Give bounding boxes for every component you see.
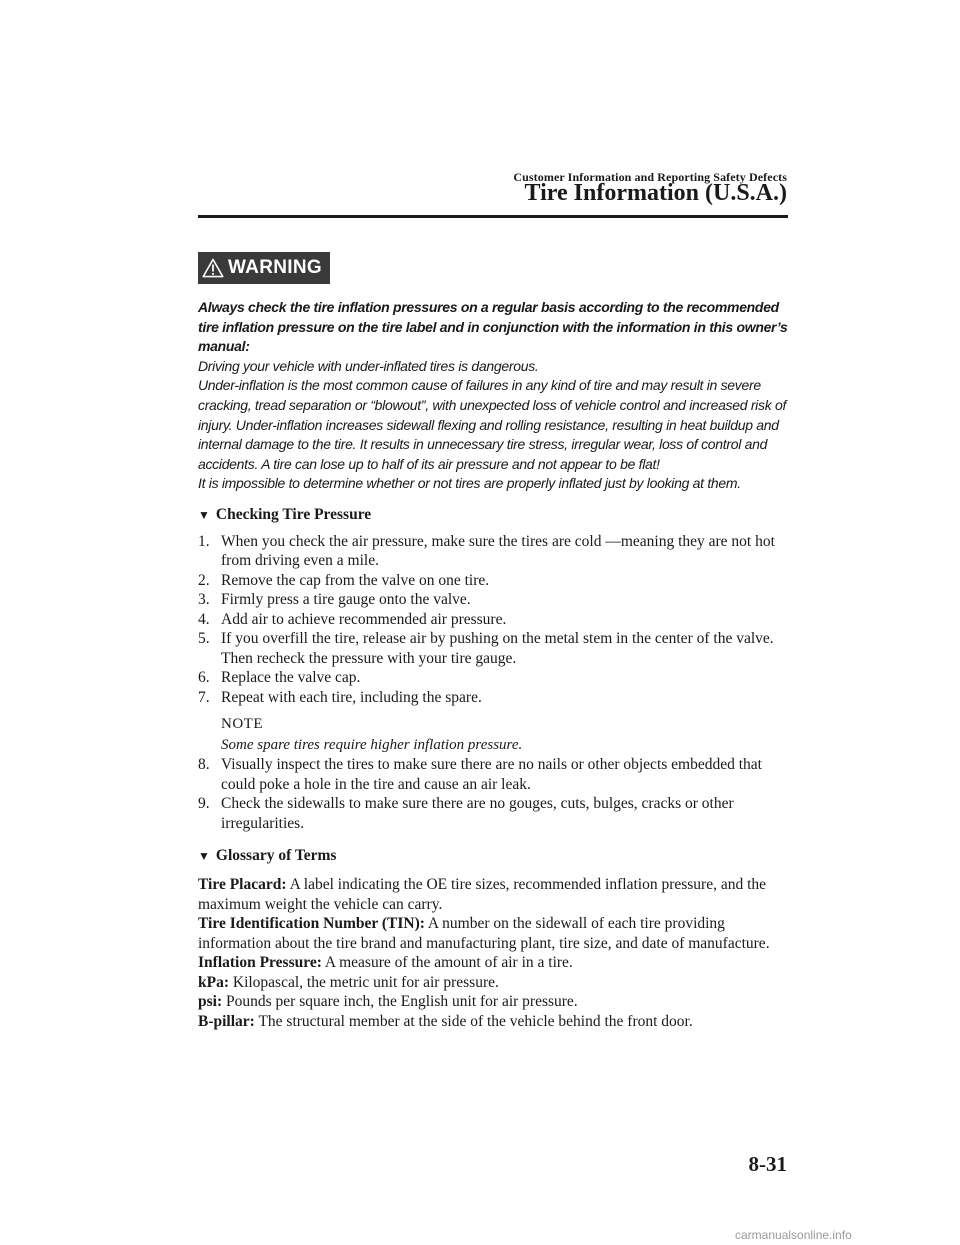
step-text: If you overfill the tire, release air by pushing on the metal stem in the center of the valve. Then recheck the pressure with your tire gauge. [221, 630, 774, 667]
note-label: NOTE [221, 716, 263, 733]
warning-badge [198, 252, 330, 284]
glossary-definition: A measure of the amount of air in a tire. [321, 954, 573, 972]
warning-paragraphs [198, 357, 788, 494]
steps-list-continued [198, 755, 788, 833]
glossary-definition: A number on the sidewall of each tire providing information about the tire brand and manufacturing plant, tire size, and date of manufacture. [198, 915, 770, 952]
page-number: 8-31 [748, 1152, 787, 1176]
glossary-definition: A label indicating the OE tire sizes, recommended inflation pressure, and the maximum weight the vehicle can carry. [198, 876, 767, 913]
section-heading-checking [198, 504, 788, 526]
glossary [198, 875, 788, 1031]
glossary-definition: Kilopascal, the metric unit for air pressure. [229, 973, 499, 991]
glossary-definition: Pounds per square inch, the English unit for air pressure. [222, 993, 578, 1011]
warning-paragraph: Under-inflation is the most common cause of failures in any kind of tire and may result in severe cracking, tread separation or “blowout”, with unexpected loss of vehicle control and increased risk of injury. Under-inflation increases sidewall flexing and rolling resistance, resulting in heat buildup and internal damage to the tire. It results in unnecessary tire stress, irregular wear, loss of control and accidents. A tire can lose up to half of its air pressure and not appear to be flat! [198, 377, 787, 472]
glossary-entry [198, 875, 788, 914]
step-text: Add air to achieve recommended air pressure. [221, 610, 507, 628]
step-number: 4. [198, 610, 210, 628]
glossary-term: B-pillar: [198, 1012, 255, 1030]
step-number: 6. [198, 669, 210, 687]
warning-body [198, 298, 788, 494]
running-header-section: Customer Information and Reporting Safety Defects [513, 170, 787, 184]
glossary-term: Inflation Pressure: [198, 954, 322, 972]
step-text: Visually inspect the tires to make sure there are no nails or other objects embedded that could poke a hole in the tire and cause an air leak. [221, 756, 762, 793]
section-heading-glossary [198, 845, 788, 867]
glossary-term: kPa: [198, 973, 229, 991]
warning-triangle-icon [202, 258, 224, 278]
warning-paragraph: It is impossible to determine whether or not tires are properly inflated just by looking at them. [198, 475, 741, 492]
glossary-entry [198, 953, 788, 973]
glossary-entry [198, 992, 788, 1012]
step-number: 8. [198, 756, 210, 774]
step-text: Check the sidewalls to make sure there are no gouges, cuts, bulges, cracks or other irregularities. [221, 795, 734, 832]
warning-label: WARNING [228, 257, 322, 278]
glossary-term: Tire Identification Number (TIN): [198, 915, 425, 933]
step-number: 9. [198, 795, 210, 813]
note-text: Some spare tires require higher inflation pressure. [221, 737, 523, 754]
glossary-term: psi: [198, 993, 223, 1011]
step-item [198, 571, 788, 591]
step-item [198, 668, 788, 688]
glossary-entry [198, 973, 788, 993]
watermark: carmanualsonline.info [735, 1228, 852, 1242]
page-content [198, 252, 788, 1031]
page-title: Tire Information (U.S.A.) [524, 180, 787, 206]
step-text: Repeat with each tire, including the spare. [221, 688, 482, 706]
step-text: Replace the valve cap. [221, 669, 361, 687]
step-text: When you check the air pressure, make sure the tires are cold —meaning they are not hot from driving even a mile. [221, 532, 775, 570]
step-item [198, 532, 788, 571]
step-number: 2. [198, 571, 210, 589]
step-number: 1. [198, 532, 210, 550]
step-text: Firmly press a tire gauge onto the valve. [221, 591, 471, 609]
step-item [198, 794, 788, 833]
step-number: 7. [198, 688, 210, 706]
warning-bold-text: Always check the tire inflation pressures on a regular basis according to the recommended tire inflation pressure on the tire label and in conjunction with the information in this owner’s manual: [198, 299, 788, 355]
step-number: 5. [198, 630, 210, 648]
triangle-down-icon: ▼ [198, 507, 210, 522]
steps-list [198, 532, 788, 708]
glossary-entry [198, 1012, 788, 1032]
triangle-down-icon: ▼ [198, 849, 210, 864]
section-heading-text: Checking Tire Pressure [215, 505, 372, 523]
glossary-entry [198, 914, 788, 953]
step-number: 3. [198, 591, 210, 609]
section-heading-text: Glossary of Terms [215, 847, 337, 865]
warning-paragraph: Driving your vehicle with under-inflated tires is dangerous. [198, 357, 539, 374]
step-item [198, 688, 788, 708]
step-item [198, 610, 788, 630]
note-block [221, 713, 788, 755]
step-item [198, 590, 788, 610]
step-item [198, 755, 788, 794]
header-rule [198, 215, 788, 218]
step-text: Remove the cap from the valve on one tire. [221, 571, 490, 589]
glossary-term: Tire Placard: [198, 876, 287, 894]
step-item [198, 629, 788, 668]
glossary-definition: The structural member at the side of the vehicle behind the front door. [254, 1012, 693, 1030]
